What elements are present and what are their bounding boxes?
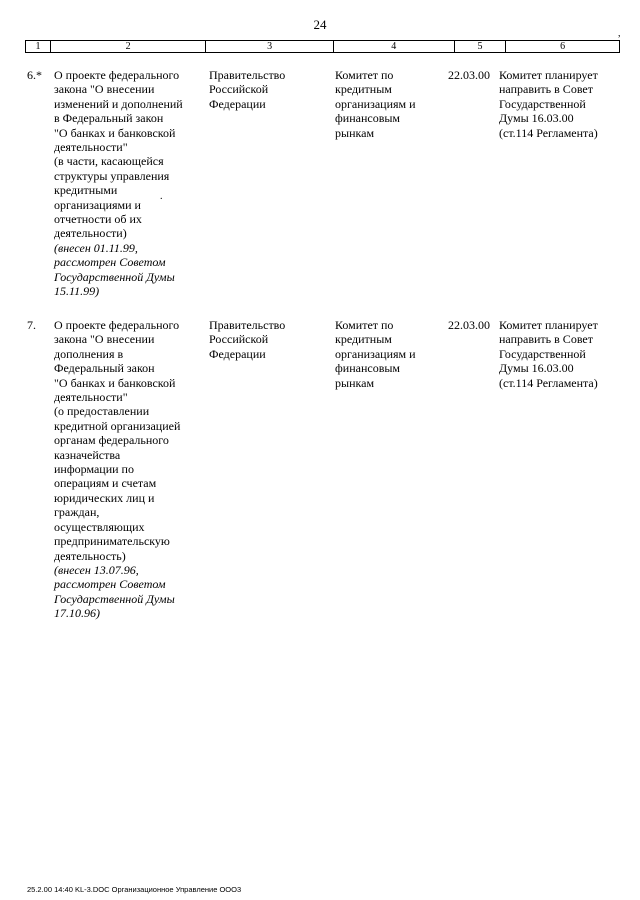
status-line: (ст.114 Регламента): [499, 125, 598, 140]
title-line: юридических лиц и: [54, 490, 155, 505]
note-line: рассмотрен Советом: [54, 255, 166, 270]
entry-title: [54, 68, 206, 299]
document-footer: 25.2.00 14:40 KL-3.DOC Организационное Управление ООО3: [27, 885, 242, 894]
title-line: в Федеральный закон: [54, 111, 164, 126]
entry-number: 7.: [27, 318, 36, 332]
entry-committee: [335, 68, 443, 140]
note-line: 17.10.96): [54, 606, 100, 621]
stray-mark: ,: [618, 28, 621, 39]
page-number: 24: [313, 17, 327, 32]
committee-line: Комитет по: [335, 318, 394, 332]
entry-number: 6.*: [27, 68, 42, 82]
title-line: дополнения в: [54, 346, 124, 361]
status-line: Государственной: [499, 346, 586, 361]
stray-dot: .: [160, 191, 163, 202]
title-line: операциям и счетам: [54, 476, 157, 491]
committee-line: кредитным: [335, 82, 392, 97]
title-line: (в части, касающейся: [54, 154, 164, 169]
status-line: Думы 16.03.00: [499, 361, 574, 376]
status-line: Комитет планирует: [499, 318, 598, 332]
status-line: Государственной: [499, 96, 586, 111]
status-line: направить в Совет: [499, 332, 593, 347]
header-col-4: 4: [334, 41, 455, 52]
header-col-2: 2: [51, 41, 206, 52]
entry-committee: [335, 318, 443, 390]
note-line: (внесен 01.11.99,: [54, 240, 138, 255]
note-line: 15.11.99): [54, 284, 100, 299]
title-line: (о предоставлении: [54, 404, 150, 419]
title-line: кредитными: [54, 183, 118, 198]
title-line: "О банках и банковской: [54, 375, 176, 390]
entry-status: [499, 68, 629, 140]
entry-sponsor: [209, 318, 333, 361]
title-line: О проекте федерального: [54, 318, 180, 332]
committee-line: рынкам: [335, 125, 375, 140]
status-line: Думы 16.03.00: [499, 111, 574, 126]
title-line: закона "О внесении: [54, 332, 155, 347]
title-line: граждан,: [54, 505, 100, 520]
title-line: деятельность): [54, 548, 126, 563]
committee-line: рынкам: [335, 375, 375, 390]
sponsor-line: Российской: [209, 82, 269, 97]
sponsor-line: Российской: [209, 332, 269, 347]
title-line: отчетности об их: [54, 212, 142, 227]
title-line: изменений и дополнений: [54, 96, 183, 111]
title-line: О проекте федерального: [54, 68, 180, 82]
header-col-3: 3: [206, 41, 334, 52]
title-line: казначейства: [54, 447, 121, 462]
note-line: Государственной Думы: [54, 269, 175, 284]
status-line: Комитет планирует: [499, 68, 598, 82]
title-line: деятельности": [54, 390, 128, 405]
sponsor-line: Федерации: [209, 346, 266, 361]
status-line: (ст.114 Регламента): [499, 375, 598, 390]
title-line: кредитной организацией: [54, 418, 181, 433]
status-line: направить в Совет: [499, 82, 593, 97]
sponsor-line: Федерации: [209, 96, 266, 111]
header-col-5: 5: [455, 41, 507, 52]
committee-line: организациям и: [335, 346, 416, 361]
committee-line: финансовым: [335, 361, 401, 376]
header-col-1: 1: [26, 41, 51, 52]
title-line: деятельности): [54, 226, 127, 241]
title-line: предпринимательскую: [54, 534, 170, 549]
title-line: деятельности": [54, 140, 128, 155]
title-line: Федеральный закон: [54, 361, 155, 376]
committee-line: кредитным: [335, 332, 392, 347]
entry-sponsor: [209, 68, 333, 111]
entry-status: [499, 318, 629, 390]
sponsor-line: Правительство: [209, 68, 286, 82]
note-line: (внесен 13.07.96,: [54, 562, 139, 577]
title-line: "О банках и банковской: [54, 125, 176, 140]
note-line: рассмотрен Советом: [54, 577, 166, 592]
committee-line: Комитет по: [335, 68, 394, 82]
title-line: структуры управления: [54, 168, 170, 183]
header-col-6: 6: [560, 41, 566, 52]
note-line: Государственной Думы: [54, 591, 175, 606]
committee-line: финансовым: [335, 111, 401, 126]
entry-date: 22.03.00: [448, 68, 490, 82]
entry-title: [54, 318, 206, 621]
entry-date: 22.03.00: [448, 318, 490, 332]
title-line: информации по: [54, 462, 134, 477]
title-line: организациями и: [54, 197, 141, 212]
sponsor-line: Правительство: [209, 318, 286, 332]
title-line: осуществляющих: [54, 519, 145, 534]
committee-line: организациям и: [335, 96, 416, 111]
title-line: органам федерального: [54, 433, 169, 448]
title-line: закона "О внесении: [54, 82, 155, 97]
table-header-row: [25, 40, 620, 53]
